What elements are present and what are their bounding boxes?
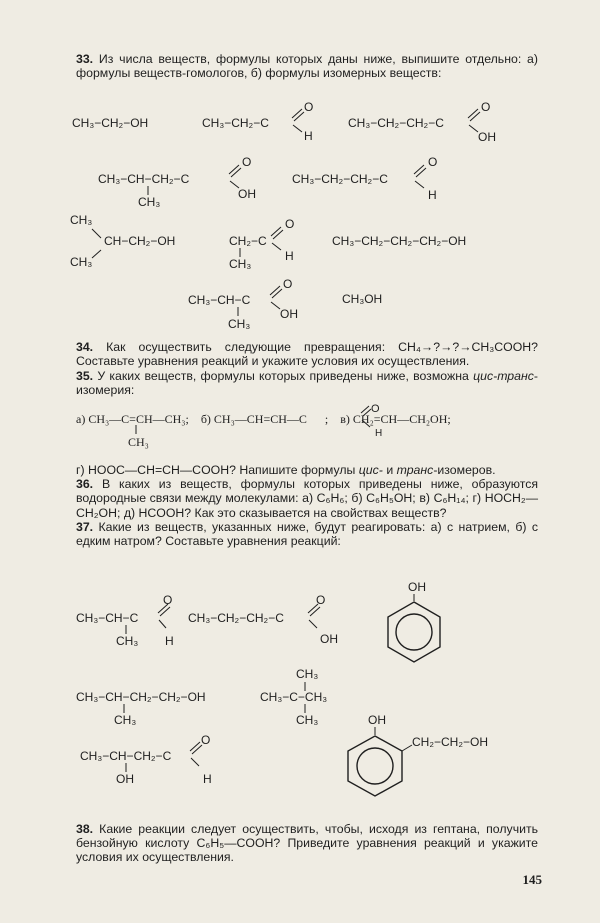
svg-text:H: H: [285, 249, 294, 263]
svg-text:O: O: [481, 100, 491, 114]
svg-text:O: O: [201, 733, 211, 747]
svg-text:O: O: [283, 277, 293, 291]
svg-text:CH₃: CH₃: [296, 667, 319, 681]
formula-ethanol: CH₃−CH₂−OH: [72, 116, 149, 130]
svg-text:CH₃−CH₂−CH₂−C: CH₃−CH₂−CH₂−C: [188, 611, 284, 625]
formula-g6-3-hydroxybutanal: [80, 733, 212, 786]
svg-text:OH: OH: [320, 632, 338, 646]
formula-g5-neopentane: [260, 667, 327, 727]
option-c: в) CH₂=CH—CH₂OH;: [340, 412, 451, 426]
formula-2-methylpropanol: [70, 213, 175, 269]
formula-propanal: [202, 100, 313, 143]
option-b-hydrogen: H: [375, 428, 383, 439]
svg-text:OH: OH: [408, 580, 426, 594]
svg-text:OH: OH: [478, 130, 496, 144]
option-g-and: и: [386, 463, 394, 477]
option-b-oxygen: O: [371, 403, 380, 415]
problem-36-number: 36.: [76, 477, 94, 492]
page-number: 145: [522, 872, 542, 887]
svg-text:OH: OH: [368, 713, 386, 727]
problem-37-text: Какие из веществ, указанных ниже, будут реагировать: а) с натрием, б) с едким натром? Составьте уравнения реакций:: [76, 519, 538, 549]
svg-text:CH−CH₂−OH: CH−CH₂−OH: [104, 234, 176, 248]
problem-38-number: 38.: [76, 822, 94, 836]
option-g-cis: цис-: [358, 463, 383, 477]
svg-text:OH: OH: [116, 772, 134, 786]
problem-35-option-marks: [0, 398, 600, 458]
problem-38: [76, 822, 538, 865]
svg-text:CH₃: CH₃: [70, 255, 93, 269]
problem-35-cis-trans: цис-транс: [473, 369, 534, 383]
svg-text:O: O: [163, 593, 173, 607]
svg-text:O: O: [316, 593, 326, 607]
formula-g4-3-methylbutanol: CH₃−CH−CH₂−CH₂−OH: [76, 690, 206, 704]
svg-text:H: H: [165, 634, 174, 648]
formula-butanal: [292, 155, 437, 202]
problem-35-number: 35.: [76, 369, 94, 383]
formula-butanoic-acid: [348, 100, 496, 144]
svg-text:CH₃−CH₂−C: CH₃−CH₂−C: [202, 116, 269, 130]
svg-text:O: O: [428, 155, 438, 169]
option-a-methyl: CH₃: [128, 435, 149, 449]
problem-33-number: 33.: [76, 52, 94, 66]
svg-text:CH₃: CH₃: [116, 634, 139, 648]
svg-text:CH₃−CH−CH₂−C: CH₃−CH−CH₂−C: [80, 749, 172, 763]
option-g: г) HOOC—CH=CH—COOH? Напишите формулы: [76, 463, 356, 477]
problem-34: [76, 340, 538, 368]
svg-text:CH₃: CH₃: [228, 317, 251, 331]
problem-37-formulas: [0, 578, 600, 808]
svg-text:O: O: [285, 217, 295, 231]
svg-text:CH₃−CH−C: CH₃−CH−C: [188, 293, 251, 307]
formula-g1-2-methylpropanal: [76, 593, 174, 648]
svg-text:CH₃−CH−C: CH₃−CH−C: [76, 611, 139, 625]
svg-text:CH₃: CH₃: [296, 713, 319, 727]
option-b: б) CH₃—CH=CH—C: [200, 412, 307, 426]
svg-text:CH₂−C: CH₂−C: [229, 234, 267, 248]
formula-butanol: CH₃−CH₂−CH₂−CH₂−OH: [332, 234, 467, 248]
formula-3-methylbutanoic-acid: [98, 155, 256, 209]
svg-text:CH₃: CH₃: [229, 257, 252, 271]
formula-2-methylpropanal-a: [229, 217, 294, 271]
problem-38-text: Какие реакции следует осуществить, чтобы, исходя из гептана, получить бензойную кислоту C₆H₅—COOH? Приведите уравнения реакций и укажите условия их осуществления.: [76, 822, 539, 865]
svg-text:CH₃−CH₂−CH₂−C: CH₃−CH₂−CH₂−C: [348, 116, 444, 130]
svg-text:O: O: [304, 100, 314, 114]
svg-text:CH₃: CH₃: [138, 195, 161, 209]
option-b-end: ;: [324, 412, 329, 426]
svg-text:H: H: [304, 129, 313, 143]
svg-text:H: H: [428, 188, 437, 202]
problem-34-text: Как осуществить следующие превращения: CH₄→?→?→CH₃COOH? Составьте уравнения реакций и укажите условия их осуществления.: [76, 340, 538, 369]
option-g-end: -изомеров.: [433, 463, 496, 477]
option-a: а) CH₃—C=CH—CH₃;: [76, 412, 189, 426]
formula-g4-methyl: CH₃: [114, 713, 137, 727]
problem-35-text-end: -изомерия:: [76, 369, 538, 398]
formula-g7-hydroxyphenylethanol: [348, 713, 488, 796]
formula-g2-butanoic-acid: [188, 593, 338, 646]
problem-33: [76, 52, 538, 80]
svg-text:CH₃−C−CH₃: CH₃−C−CH₃: [260, 690, 328, 704]
svg-text:CH₃: CH₃: [70, 213, 93, 227]
problem-36-text: В каких из веществ, формулы которых приведены ниже, образуются водородные связи между молекулами: а) C₆H₆; б) C₆H₅OH; в) C₆H₁₄; г) HOCH₂—CH₂OH; д) HCOOH? Как это сказывается на свойствах веществ?: [76, 477, 538, 520]
svg-text:CH₃−CH−CH₂−C: CH₃−CH−CH₂−C: [98, 172, 190, 186]
svg-text:H: H: [203, 772, 212, 786]
problem-37-number: 37.: [76, 519, 94, 534]
formula-methanol: CH₃OH: [342, 292, 383, 306]
problem-35-text: У каких веществ, формулы которых приведены ниже, возможна: [97, 369, 469, 383]
formula-2-methylpropanoic-acid: [188, 277, 298, 331]
formula-g3-phenol: [388, 580, 440, 662]
svg-text:CH₃−CH₂−CH₂−C: CH₃−CH₂−CH₂−C: [292, 172, 388, 186]
svg-text:OH: OH: [238, 187, 256, 201]
problem-33-text: Из числа веществ, формулы которых даны ниже, выпишите отдельно: а) формулы веществ-гомологов, б) формулы изомерных веществ:: [76, 52, 538, 81]
svg-text:OH: OH: [280, 307, 298, 321]
svg-text:CH₂−CH₂−OH: CH₂−CH₂−OH: [412, 735, 488, 749]
problem-35-g-and-36: [76, 463, 538, 548]
problem-35: [76, 369, 538, 397]
problem-34-number: 34.: [76, 340, 94, 354]
svg-text:O: O: [242, 155, 252, 169]
option-g-trans: транс: [396, 463, 434, 477]
